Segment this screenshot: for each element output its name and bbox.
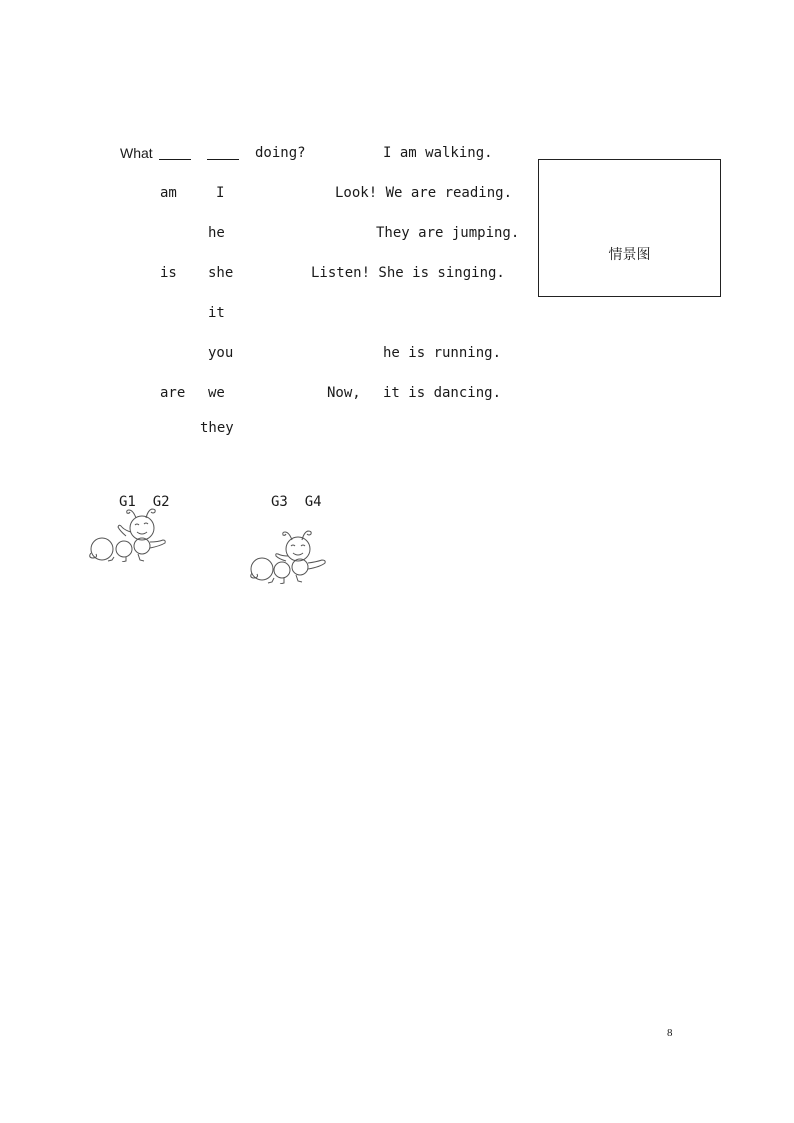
group-label-g1-g2: G1 G2 xyxy=(119,494,170,510)
page-number: 8 xyxy=(667,1027,673,1039)
sentence-now: Now, xyxy=(327,385,361,401)
scene-picture-label: 情景图 xyxy=(608,247,651,263)
verb-are: are xyxy=(160,385,186,401)
ant-icon xyxy=(86,504,172,562)
verb-is: is xyxy=(160,265,177,281)
ant-icon xyxy=(248,526,334,584)
group-label-g3-g4: G3 G4 xyxy=(271,494,322,510)
verb-am: am xyxy=(160,185,177,201)
pronoun-we: we xyxy=(208,385,225,401)
answer-blank-1[interactable] xyxy=(159,159,191,160)
sentence-dancing: it is dancing. xyxy=(383,385,502,401)
pronoun-they: they xyxy=(200,420,234,436)
pronoun-i: I xyxy=(216,185,225,201)
sentence-singing: Listen! She is singing. xyxy=(311,265,505,281)
pronoun-it: it xyxy=(208,305,225,321)
question-doing: doing? xyxy=(255,145,306,161)
scene-picture-box xyxy=(538,159,721,297)
sentence-walking: I am walking. xyxy=(383,145,493,161)
answer-blank-2[interactable] xyxy=(207,159,239,160)
sentence-jumping: They are jumping. xyxy=(376,225,520,241)
pronoun-you: you xyxy=(208,345,234,361)
sentence-running: he is running. xyxy=(383,345,502,361)
sentence-reading: Look! We are reading. xyxy=(335,185,513,201)
pronoun-he: he xyxy=(208,225,225,241)
question-what: What xyxy=(120,145,153,161)
pronoun-she: she xyxy=(208,265,234,281)
